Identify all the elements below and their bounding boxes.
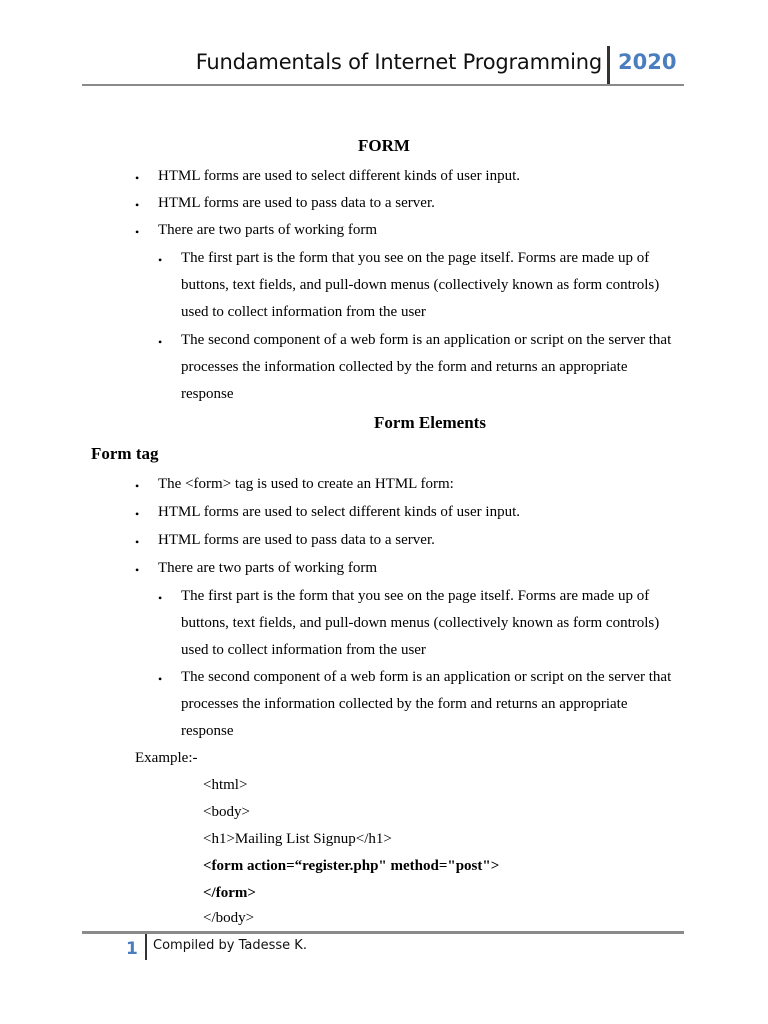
example-label: Example:- (135, 750, 198, 766)
code-line: <html> (203, 777, 248, 793)
sub-list-item-line: buttons, text fields, and pull-down menus (collectively known as form controls) (181, 277, 660, 293)
page-footer (82, 931, 684, 962)
bullet-icon: • (158, 335, 163, 349)
sub-list-item-line: processes the information collected by the form and returns an appropriate (181, 696, 628, 712)
code-line: <h1>Mailing List Signup</h1> (203, 831, 392, 847)
header-title: Fundamentals of Internet Programming (195, 50, 602, 74)
sub-list-item-line: response (181, 723, 234, 739)
subsection-title-form-tag: Form tag (91, 444, 159, 463)
bullet-icon: • (135, 225, 140, 239)
section-title-form-elements: Form Elements (374, 413, 486, 432)
header-year: 2020 (618, 50, 677, 74)
list-item: HTML forms are used to select different kinds of user input. (158, 504, 520, 520)
list-item: There are two parts of working form (158, 560, 378, 576)
list-item: HTML forms are used to select different kinds of user input. (158, 168, 520, 184)
bullet-icon: • (135, 535, 140, 549)
header-divider (607, 46, 610, 84)
list-item: There are two parts of working form (158, 222, 378, 238)
code-line: <body> (203, 804, 250, 820)
sub-list-item-line: processes the information collected by the form and returns an appropriate (181, 359, 628, 375)
bullet-icon: • (135, 563, 140, 577)
bullet-icon: • (158, 672, 163, 686)
page-header (82, 46, 684, 86)
page-number: 1 (126, 939, 138, 959)
sub-list-item-line: The second component of a web form is an application or script on the server that (181, 669, 672, 685)
list-item: HTML forms are used to pass data to a server. (158, 532, 435, 548)
bullet-icon: • (135, 198, 140, 212)
sub-list-item-line: response (181, 386, 234, 402)
bullet-icon: • (135, 171, 140, 185)
bullet-icon: • (158, 253, 163, 267)
footer-credit: Compiled by Tadesse K. (153, 938, 307, 953)
footer-divider (145, 934, 147, 960)
list-item: The <form> tag is used to create an HTML form: (158, 476, 454, 492)
sub-list-item-line: The second component of a web form is an application or script on the server that (181, 332, 672, 348)
section-title-form: FORM (358, 136, 410, 155)
code-line: </body> (203, 910, 255, 926)
bullet-icon: • (135, 507, 140, 521)
list-item: HTML forms are used to pass data to a server. (158, 195, 435, 211)
sub-list-item-line: buttons, text fields, and pull-down menus (collectively known as form controls) (181, 615, 660, 631)
bullet-icon: • (135, 479, 140, 493)
sub-list-item-line: used to collect information from the user (181, 642, 426, 658)
code-line: <form action=“register.php" method="post"> (203, 858, 500, 874)
sub-list-item-line: used to collect information from the user (181, 304, 426, 320)
sub-list-item-line: The first part is the form that you see on the page itself. Forms are made up of (181, 588, 650, 604)
bullet-icon: • (158, 591, 163, 605)
sub-list-item-line: The first part is the form that you see on the page itself. Forms are made up of (181, 250, 650, 266)
code-line: </form> (203, 885, 256, 901)
